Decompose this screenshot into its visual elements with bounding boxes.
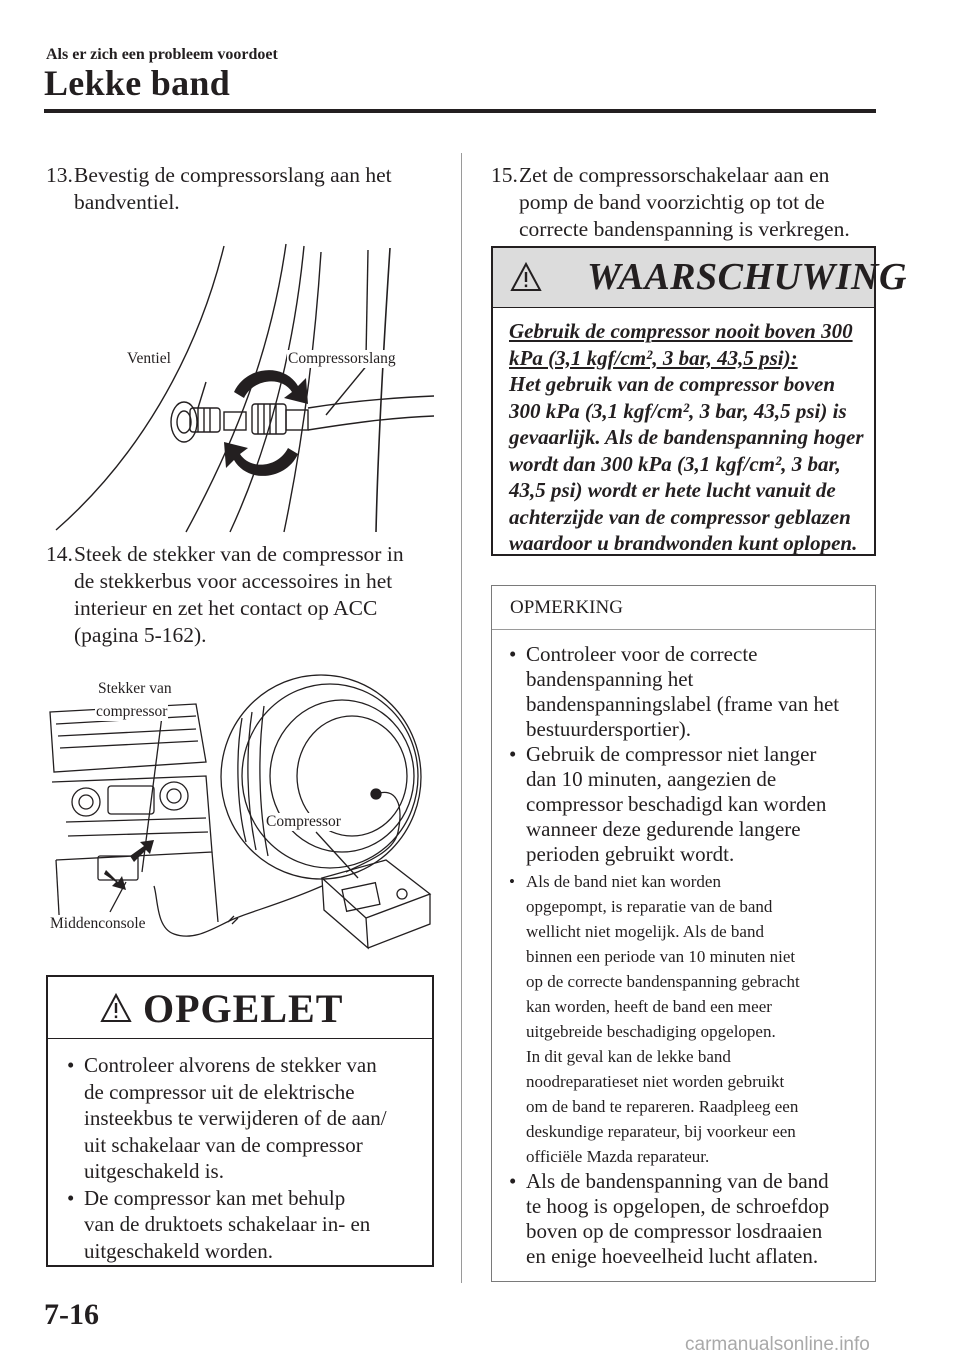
warning-heading-line: kPa (3,1 kgf/cm², 3 bar, 43,5 psi): xyxy=(509,345,798,370)
line: bandenspanning het xyxy=(526,667,694,691)
line: bestuurdersportier). xyxy=(526,717,692,741)
warning-heading-line: Gebruik de compressor nooit boven 300 xyxy=(509,319,853,343)
line: Als de band niet kan worden xyxy=(526,872,721,891)
line: compressor beschadigd kan worden xyxy=(526,792,827,816)
valve-hose-illustration xyxy=(46,240,436,535)
note-title: OPMERKING xyxy=(510,597,623,618)
line: de compressor uit de elektrische xyxy=(84,1079,355,1104)
warning-triangle-icon xyxy=(510,262,542,292)
list-item xyxy=(502,642,872,742)
line: binnen een periode van 10 minuten niet xyxy=(526,947,796,966)
step-line: Steek de stekker van de compressor in xyxy=(74,542,404,566)
bullet: • xyxy=(67,1053,75,1077)
warning-line: wordt dan 300 kPa (3,1 kgf/cm², 3 bar, xyxy=(509,451,841,476)
step-15 xyxy=(491,162,891,246)
bullet: • xyxy=(509,1169,517,1193)
step-line: de stekkerbus voor accessoires in het xyxy=(74,569,393,593)
caution-header xyxy=(48,977,432,1039)
note-box xyxy=(491,585,876,1282)
label-stekker-line1: Stekker van xyxy=(98,680,172,697)
header-divider xyxy=(44,109,876,113)
list-item xyxy=(502,1169,872,1269)
warning-line: gevaarlijk. Als de bandenspanning hoger xyxy=(509,425,864,449)
step-text xyxy=(74,541,404,649)
list-item xyxy=(502,869,872,1169)
label-ventiel: Ventiel xyxy=(127,350,171,367)
bullet: • xyxy=(509,642,517,666)
line: van de druktoets schakelaar in- en xyxy=(84,1212,371,1236)
label-compressor: Compressor xyxy=(266,813,341,830)
warning-line: Het gebruik van de compressor boven xyxy=(509,372,836,396)
warning-line: waardoor u brandwonden kunt oplopen. xyxy=(509,531,858,555)
line: opgepompt, is reparatie van de band xyxy=(526,897,773,916)
watermark: carmanualsonline.info xyxy=(685,1334,870,1355)
line: uitgebreide beschadiging opgelopen. xyxy=(526,1022,776,1041)
line: uitgeschakeld is. xyxy=(84,1159,224,1183)
line: bandenspanningslabel (frame van het xyxy=(526,692,840,716)
note-list xyxy=(502,642,872,1269)
step-13 xyxy=(46,162,446,218)
line: uit schakelaar van de compressor xyxy=(84,1132,363,1157)
bullet: • xyxy=(509,742,517,766)
step-line: Bevestig de compressorslang aan het xyxy=(74,163,392,187)
line: om de band te repareren. Raadpleeg een xyxy=(526,1097,799,1116)
step-number: 15. xyxy=(491,163,518,187)
line: uitgeschakeld worden. xyxy=(84,1238,273,1263)
step-line: pomp de band voorzichtig op tot de xyxy=(519,190,825,214)
line: insteekbus te verwijderen of de aan/ xyxy=(84,1106,387,1130)
list-item xyxy=(60,1185,430,1265)
step-number: 13. xyxy=(46,163,73,187)
line: dan 10 minuten, aangezien de xyxy=(526,767,777,791)
caution-title: OPGELET xyxy=(143,986,344,1031)
page-number: 7-16 xyxy=(44,1298,99,1331)
line: In dit geval kan de lekke band xyxy=(526,1047,731,1066)
warning-triangle-icon xyxy=(100,993,132,1023)
step-text xyxy=(519,162,850,243)
caution-list xyxy=(60,1052,430,1264)
line: Gebruik de compressor niet langer xyxy=(526,742,817,766)
warning-box xyxy=(491,246,907,556)
warning-line: 43,5 psi) wordt er hete lucht vanuit de xyxy=(509,478,836,502)
line: op de correcte bandenspanning gebracht xyxy=(526,972,800,991)
step-line: (pagina 5-162). xyxy=(74,623,207,647)
step-14 xyxy=(46,541,451,653)
bullet: • xyxy=(509,872,515,891)
label-stekker-line2: compressor xyxy=(96,703,168,720)
warning-line: 300 kPa (3,1 kgf/cm², 3 bar, 43,5 psi) is xyxy=(509,398,847,423)
line: Als de bandenspanning van de band xyxy=(526,1169,829,1193)
step-number: 14. xyxy=(46,542,73,566)
line: te hoog is opgelopen, de schroefdop xyxy=(526,1194,830,1218)
page-title: Lekke band xyxy=(44,63,231,103)
line: officiële Mazda reparateur. xyxy=(526,1147,710,1166)
warning-header xyxy=(493,248,907,308)
line: Controleer voor de correcte xyxy=(526,642,758,666)
line: wellicht niet mogelijk. Als de band xyxy=(526,922,764,941)
caution-box xyxy=(46,975,434,1267)
line: deskundige reparateur, bij voorkeur een xyxy=(526,1122,796,1141)
list-item xyxy=(60,1052,430,1185)
line: perioden gebruikt wordt. xyxy=(526,842,735,866)
note-header xyxy=(492,586,875,630)
warning-text xyxy=(509,318,875,557)
warning-line: achterzijde van de compressor geblazen xyxy=(509,504,851,529)
list-item xyxy=(502,742,872,867)
step-line: Zet de compressorschakelaar aan en xyxy=(519,163,830,187)
warning-title: WAARSCHUWING xyxy=(587,256,907,298)
step-text xyxy=(74,162,392,216)
step-line: interieur en zet het contact op ACC xyxy=(74,596,378,620)
line: kan worden, heeft de band een meer xyxy=(526,997,772,1016)
column-divider xyxy=(461,153,462,1283)
step-line: bandventiel. xyxy=(74,190,180,214)
line: noodreparatieset niet worden gebruikt xyxy=(526,1072,785,1091)
bullet: • xyxy=(67,1185,75,1210)
line: boven op de compressor losdraaien xyxy=(526,1219,823,1243)
line: en enige hoeveelheid lucht aflaten. xyxy=(526,1244,819,1268)
line: De compressor kan met behulp xyxy=(84,1185,346,1210)
step-line: correcte bandenspanning is verkregen. xyxy=(519,217,850,241)
line: Controleer alvorens de stekker van xyxy=(84,1053,377,1077)
label-middenconsole: Middenconsole xyxy=(50,915,146,932)
line: wanneer deze gedurende langere xyxy=(526,817,801,841)
label-compressorslang: Compressorslang xyxy=(288,350,396,367)
section-header: Als er zich een probleem voordoet xyxy=(46,46,278,63)
